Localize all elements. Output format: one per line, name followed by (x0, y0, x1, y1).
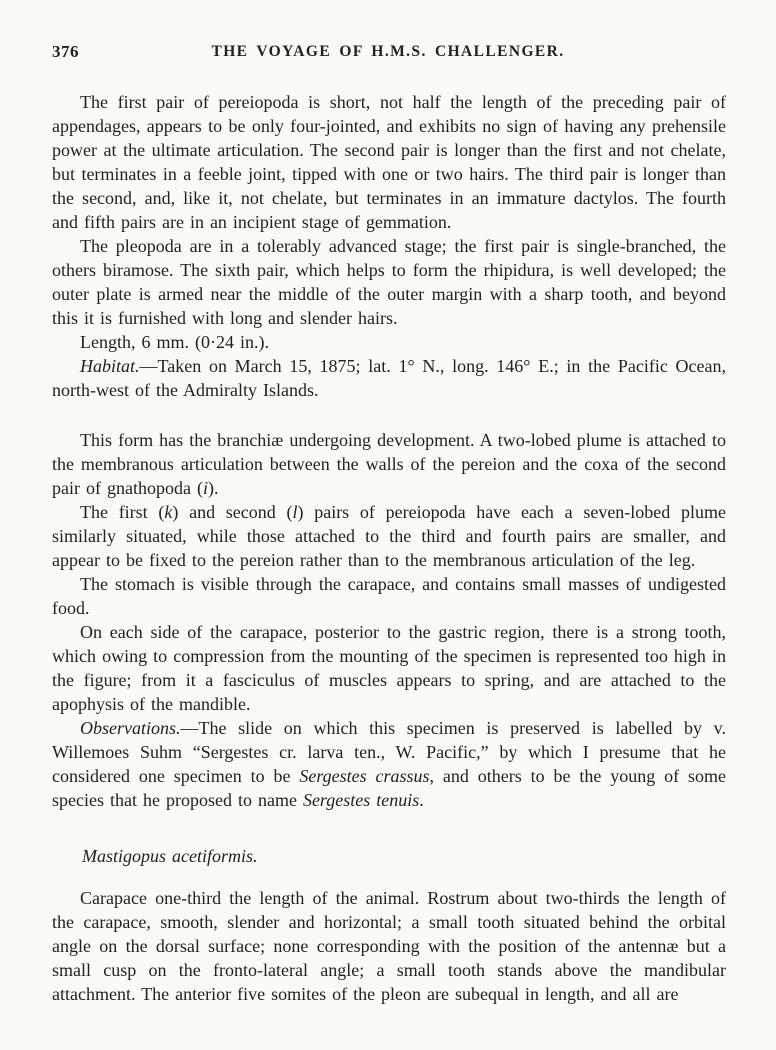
text-run: —Taken on March 15, 1875; lat. 1° N., long. 146° E.; in the Pacific Ocean, north-west of the Admiralty Islands. (52, 356, 726, 400)
species-heading (52, 844, 726, 868)
text-run: ) and second ( (172, 502, 293, 522)
text-run: ) pairs of pereiopoda have each a seven-lobed plume similarly situated, while those attached to the third and fourth pairs are smaller, and appear to be fixed to the pereion rather than to the membranous articulation of the leg. (52, 502, 726, 570)
italic-text-run: k (164, 502, 173, 522)
paragraph (52, 330, 726, 354)
text-run: , and others to be the young of some species that he proposed to name (52, 766, 727, 810)
paragraph (52, 620, 726, 716)
italic-text-run: Sergestes crassus (299, 766, 430, 786)
text-run: Carapace one-third the length of the animal. Rostrum about two-thirds the length of the carapace, smooth, slender and horizontal; a small tooth situated behind the orbital angle on the dorsal surface; none corresponding with the position of the antennæ but a small cusp on the fronto-lateral angle; a small tooth stands above the mandibular attachment. The anterior five somites of the pleon are subequal in length, and all are (52, 888, 726, 1004)
text-run: This form has the branchiæ undergoing development. A two-lobed plume is attached to the membranous articulation between the walls of the pereion and the coxa of the second pair of gnathopoda ( (52, 430, 726, 498)
text-run: The stomach is visible through the carapace, and contains small masses of undigested food. (52, 574, 726, 618)
text-run: ). (207, 478, 219, 498)
text-run: . (419, 790, 424, 810)
italic-text-run: Mastigopus acetiformis. (82, 846, 258, 866)
paragraph (52, 90, 726, 234)
text-run: Length, 6 mm. (0·24 in.). (80, 332, 269, 352)
running-title: THE VOYAGE OF H.M.S. CHALLENGER. (211, 43, 565, 60)
page-number: 376 (52, 42, 79, 61)
italic-text-run: Sergestes tenuis (302, 790, 420, 810)
text-run: —The slide on which this specimen is preserved is labelled by v. Willemoes Suhm “Sergestes cr. larva ten., W. Pacific,” by which I presume that he considered one specimen to be (52, 718, 726, 786)
page-header (52, 42, 724, 66)
paragraph (52, 354, 726, 402)
text-run: The first ( (80, 502, 165, 522)
italic-text-run: Habitat. (80, 356, 140, 376)
paragraph (52, 572, 726, 620)
italic-text-run: i (202, 478, 208, 498)
paragraph (52, 716, 726, 812)
paragraph (52, 234, 726, 330)
italic-text-run: Observations. (80, 718, 181, 738)
italic-text-run: l (292, 502, 298, 522)
text-run: On each side of the carapace, posterior to the gastric region, there is a strong tooth, which owing to compression from the mounting of the specimen is represented too high in the figure; from it a fasciculus of muscles appears to spring, and are attached to the apophysis of the mandible. (52, 622, 726, 714)
text-run: The first pair of pereiopoda is short, not half the length of the preceding pair of appendages, appears to be only four-jointed, and exhibits no sign of having any prehensile power at the ultimate articulation. The second pair is longer than the first and not chelate, but terminates in a feeble joint, tipped with one or two hairs. The third pair is longer than the second, and, like it, not chelate, but terminates in an immature dactylos. The fourth and fifth pairs are in an incipient stage of gemmation. (52, 92, 726, 232)
text-run: The pleopoda are in a tolerably advanced stage; the first pair is single-branched, the others biramose. The sixth pair, which helps to form the rhipidura, is well developed; the outer plate is armed near the middle of the outer margin with a sharp tooth, and beyond this it is furnished with long and slender hairs. (52, 236, 726, 328)
page-content (0, 90, 776, 1006)
paragraph (52, 428, 726, 500)
paragraph (52, 886, 726, 1006)
paragraph (52, 500, 726, 572)
